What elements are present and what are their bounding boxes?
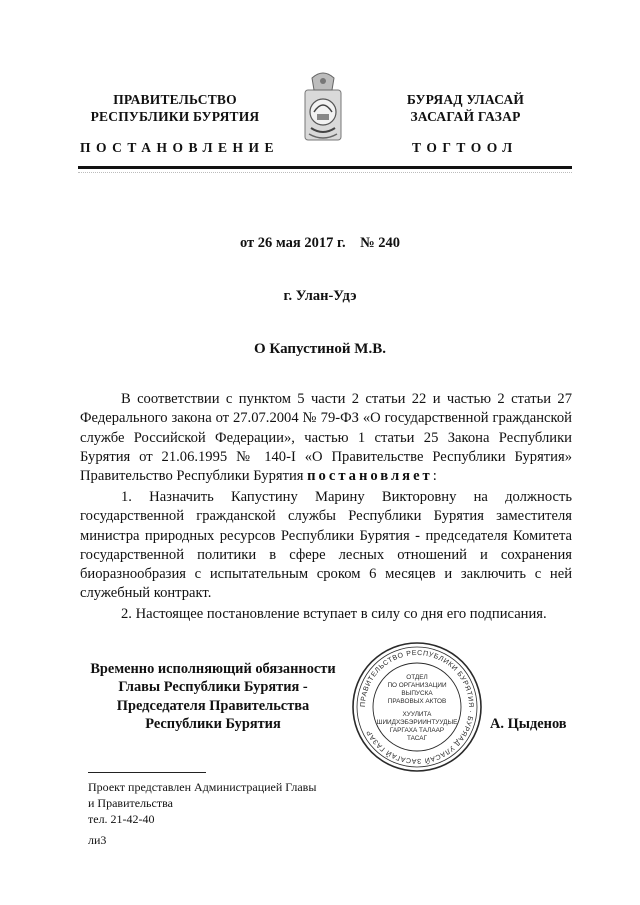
item-2-paragraph: 2. Настоящее постановление вступает в силу со дня его подписания. <box>121 606 547 622</box>
footnote-divider <box>88 772 206 773</box>
signatory-line1: Временно исполняющий обязанности <box>90 661 336 677</box>
footnote-line1: Проект представлен Администрацией Главы <box>88 780 317 794</box>
item-1-paragraph: 1. Назначить Капустину Марину Викторовну на должность государственной гражданской службы Республики Бурятия заместителя министра природных ресурсов Республики Бурятия - председателя Комитета государственной политики в сфере лесных отношений и сохранения биоразнообразия с испытательным сроком 6 месяцев и заключить с ней служебный контракт. <box>80 489 572 602</box>
seal-line4: ПРАВОВЫХ АКТОВ <box>387 698 447 705</box>
seal-line8: ТАСАГ <box>406 735 428 742</box>
emblem-icon <box>300 68 346 146</box>
signatory-line3: Председателя Правительства <box>116 697 310 714</box>
seal-line5: ХУУЛИТА <box>402 711 432 718</box>
seal-line7: ГАРГАХА ТАЛААР <box>389 727 445 734</box>
signatory-line2: Главы Республики Бурятия - <box>118 679 308 696</box>
official-seal <box>350 640 484 774</box>
seal-line3: ВЫПУСКА <box>401 690 433 697</box>
stamp-icon <box>350 640 484 774</box>
date-number: от 26 мая 2017 г. № 240 <box>239 235 401 251</box>
signatory-line4: Республики Бурятия <box>145 716 281 733</box>
seal-line1: ОТДЕЛ <box>406 674 428 681</box>
preamble-text: В соответствии с пунктом 5 части 2 статьи 22 и частью 2 статьи 27 Федерального закона от 27.07.2004 № 79-ФЗ «О государственной гражданской службе Российской Федерации», частью 1 статьи 25 Закона Республики Бурятия от 21.06.1995 № 140-I «О Правительстве Республики Бурятия» Правительство Республики Бурятия <box>80 391 572 485</box>
header-right-line1: БУРЯАД УЛАСАЙ <box>406 92 525 107</box>
document-title: О Капустиной М.В. <box>254 341 386 357</box>
resolves-word: постановляет <box>307 468 433 485</box>
preamble-paragraph <box>80 390 572 486</box>
header-right-org <box>383 91 548 125</box>
header-left-line2: РЕСПУБЛИКИ БУРЯТИЯ <box>90 109 260 124</box>
header-left-line1: ПРАВИТЕЛЬСТВО <box>113 92 237 107</box>
footnote-phone: тел. 21-42-40 <box>88 812 155 826</box>
seal-line2: ПО ОРГАНИЗАЦИИ <box>387 682 447 689</box>
header-left-doc-type: ПОСТАНОВЛЕНИЕ <box>80 140 280 155</box>
header-divider <box>78 166 572 169</box>
header-left-org <box>80 91 270 125</box>
resolves-colon: : <box>432 468 437 485</box>
footnote <box>88 779 388 827</box>
svg-text:ПРАВИТЕЛЬСТВО РЕСПУБЛИКИ БУРЯТ <box>360 650 474 766</box>
seal-line6: ШИИДХЭБЭРИИНТУУДЫЕ <box>376 719 458 726</box>
footnote-code: ли3 <box>88 833 107 847</box>
signatory-title <box>80 660 346 734</box>
header-divider-dotted <box>78 172 572 173</box>
header-right-doc-type: ТОГТООЛ <box>412 140 518 155</box>
footnote-line2: и Правительства <box>88 796 173 810</box>
signatory-name: А. Цыденов <box>490 716 567 732</box>
seal-outer-text: ПРАВИТЕЛЬСТВО РЕСПУБЛИКИ БУРЯТИЯ · БУРЯАД УЛАСАЙ ЗАСАГАЙ ГАЗАР <box>359 649 475 765</box>
city: г. Улан-Удэ <box>283 288 357 304</box>
header-right-line2: ЗАСАГАЙ ГАЗАР <box>410 109 521 124</box>
